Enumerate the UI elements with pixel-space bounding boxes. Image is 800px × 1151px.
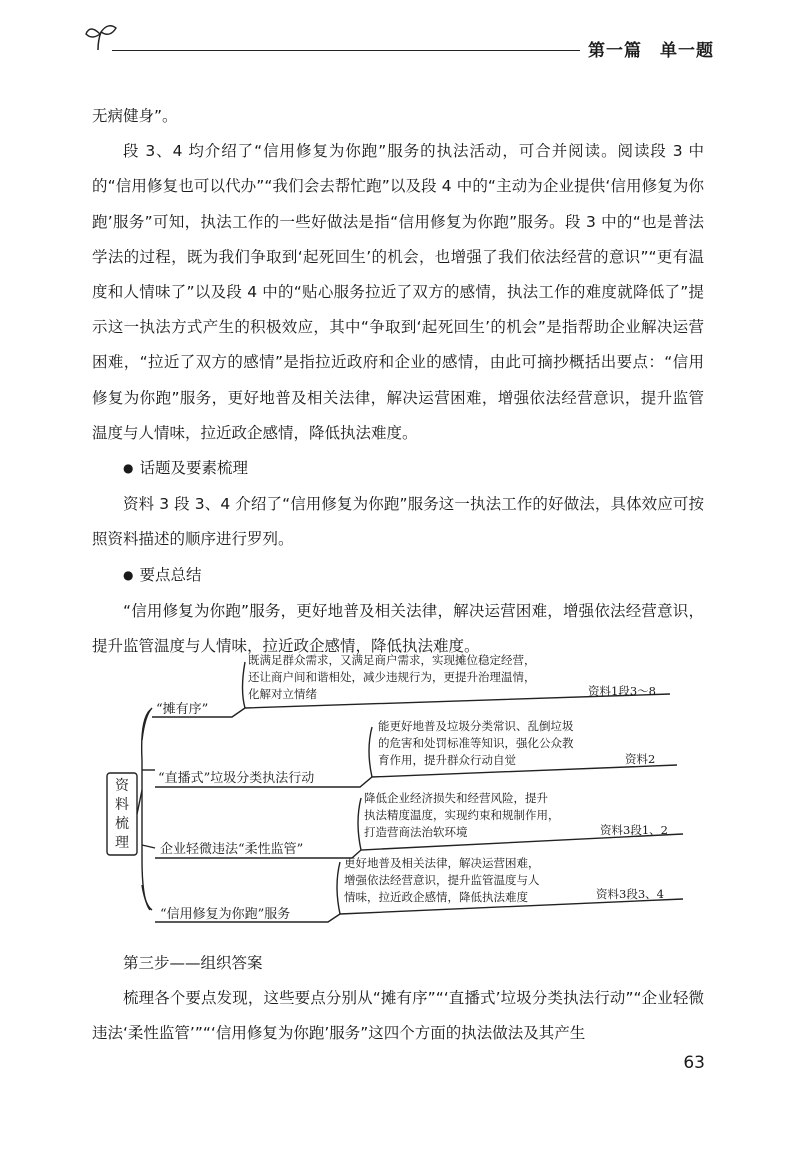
root-char: 资	[115, 778, 129, 794]
paragraph-topic: 资料 3 段 3、4 介绍了“信用修复为你跑”服务这一执法工作的好做法，具体效应可按照资料描述的顺序进行罗列。	[92, 495, 704, 549]
note-line: 增强依法经营意识，提升监管温度与人	[344, 873, 540, 887]
note-line: 降低企业经济损失和经营风险，提升	[364, 791, 548, 805]
note-line: 情味，拉近政企感情，降低执法难度	[344, 890, 528, 904]
branch-source-4: 资料3段3、4	[596, 887, 664, 901]
step-heading: 第三步——组织答案	[123, 954, 263, 972]
sprout-icon	[84, 20, 118, 54]
branch-label-4: “信用修复为你跑”服务	[160, 907, 291, 922]
page-number: 63	[683, 1053, 705, 1073]
root-char: 梳	[115, 816, 129, 832]
note-line: 打造营商法治软环境	[364, 825, 468, 839]
mind-map-root-label	[108, 777, 136, 853]
note-line: 能更好地普及垃圾分类常识、乱倒垃圾	[378, 719, 574, 733]
note-line: 既满足群众需求，又满足商户需求，实现摊位稳定经营，	[248, 653, 536, 667]
note-line: 育作用，提升群众行动自觉	[378, 753, 516, 767]
section-title: 第一篇 单一题	[580, 36, 714, 61]
bullet-heading-topic: ● 话题及要素梳理	[92, 451, 704, 487]
branch-label-1: “摊有序”	[156, 702, 209, 717]
branch-notes-2	[378, 718, 574, 769]
paragraph-analysis: 段 3、4 均介绍了“信用修复为你跑”服务的执法活动，可合并阅读。阅读段 3 中的“信用修复也可以代办”“我们会去帮忙跑”以及段 4 中的“主动为企业提供‘信用修复为你跑’服务”可知，执法工作的一些好做法是指“信用修复为你跑”服务。段 3 中的“也是普法学法的过程，既为我们争取到‘起死回生’的机会，也增强了我们依法经营的意识”“更有温度和人情味了”以及段 4 中的“贴心服务拉近了双方的感情，执法工作的难度就降低了”提示这一执法方式产生的积极效应，其中“争取到‘起死回生’的机会”是指帮助企业解决运营困难，“拉近了双方的感情”是指拉近政府和企业的感情，由此可摘抄概括出要点：“信用修复为你跑”服务，更好地普及相关法律，解决运营困难，增强依法经营意识，提升监管温度与人情味，拉近政企感情，降低执法难度。	[92, 142, 704, 442]
branch-source-3: 资料3段1、2	[600, 823, 668, 837]
root-char: 料	[115, 797, 129, 813]
branch-source-1: 资料1段3～8	[588, 684, 656, 698]
branch-notes-1	[248, 652, 536, 703]
root-char: 理	[115, 835, 129, 851]
paragraph-summary: “信用修复为你跑”服务，更好地普及相关法律，解决运营困难，增强依法经营意识，提升监管温度与人情味，拉近政企感情，降低执法难度。	[92, 601, 704, 656]
branch-label-3: 企业轻微违法“柔性监管”	[160, 842, 304, 857]
paragraph-continued: 无病健身”。	[92, 107, 178, 125]
note-line: 执法精度温度，实现约束和规制作用，	[364, 808, 560, 822]
paragraph-organize: 梳理各个要点发现，这些要点分别从“摊有序”“‘直播式’垃圾分类执法行动”“企业轻微违法‘柔性监管’”“‘信用修复为你跑’服务”这四个方面的执法做法及其产生	[92, 989, 704, 1043]
note-line: 更好地普及相关法律，解决运营困难，	[344, 856, 540, 870]
bullet-heading-summary: ● 要点总结	[92, 558, 704, 594]
branch-source-2: 资料2	[625, 752, 656, 766]
branch-notes-4	[344, 855, 540, 906]
lower-text	[92, 946, 704, 1052]
upper-text	[92, 99, 704, 664]
branch-label-2: “直播式”垃圾分类执法行动	[158, 771, 315, 786]
note-line: 还让商户间和谐相处，减少违规行为，更提升治理温情，	[248, 670, 536, 684]
note-line: 化解对立情绪	[248, 687, 317, 701]
branch-notes-3	[364, 790, 560, 841]
note-line: 的危害和处罚标准等知识，强化公众教	[378, 736, 574, 750]
